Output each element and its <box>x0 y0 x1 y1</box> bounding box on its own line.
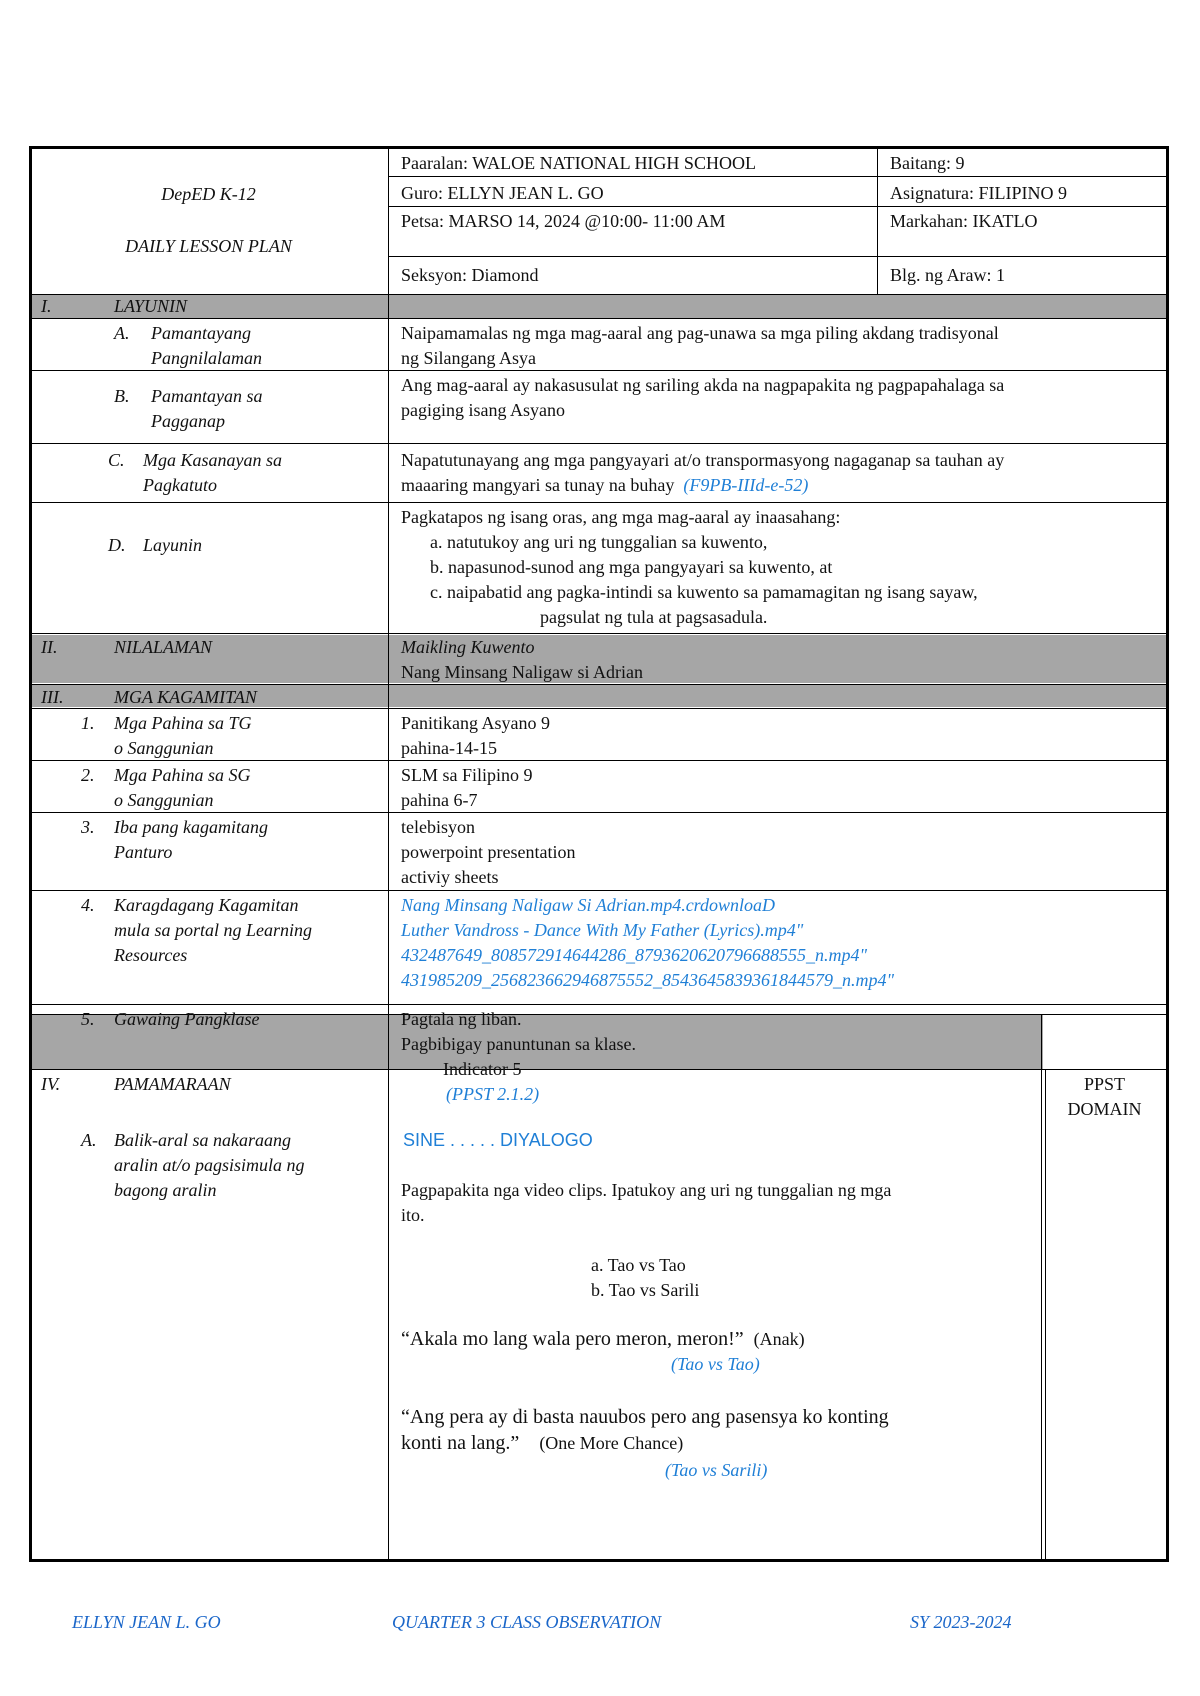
objectives-list: a. natutukoy ang uri ng tunggalian sa kuwento, b. napasunod-sunod ang mga pangyayari sa kuwento, at c. naipabatid ang pagka-intindi sa kuwento sa pamamagitan ng isang sayaw, <box>430 532 978 602</box>
item-label: Gawaing Pangklase <box>114 1009 260 1029</box>
section-title: MGA KAGAMITAN <box>114 687 257 707</box>
item-letter: C. <box>108 450 125 470</box>
item-num: 3. <box>81 817 95 837</box>
guro: Guro: ELLYN JEAN L. GO <box>401 183 604 203</box>
doc-title: DAILY LESSON PLAN <box>125 236 292 256</box>
araw: Blg. ng Araw: 1 <box>890 265 1005 285</box>
item-content: SLM sa Filipino 9 pahina 6-7 <box>401 765 533 810</box>
item-content: Ang mag-aaral ay nakasusulat ng sariling akda na nagpapakita ng pagpapahalaga sa pagiging isang Asyano <box>401 375 1005 420</box>
indicator: Indicator 5 <box>443 1059 522 1079</box>
item-content: Pagtala ng liban. Pagbibigay panuntunan sa klase. <box>401 1009 636 1054</box>
lesson-plan-page <box>29 146 1169 1562</box>
story-title: Nang Minsang Naligaw si Adrian <box>401 662 643 682</box>
item-label: Mga Pahina sa SG o Sanggunian <box>114 765 251 810</box>
item-num: 4. <box>81 895 95 915</box>
item-label: Pamantayang Pangnilalaman <box>151 323 262 368</box>
item-label: Iba pang kagamitang Panturo <box>114 817 268 862</box>
item-content: Napatutunayang ang mga pangyayari at/o transpormasyong nagaganap sa tauhan ay maaaring mangyari sa tunay na buhay (F9PB-IIId-e-52) <box>401 450 1005 495</box>
item-label: Balik-aral sa nakaraang aralin at/o pagsisimula ng bagong aralin <box>114 1130 305 1200</box>
ppst-domain-header: PPST DOMAIN <box>1067 1074 1142 1119</box>
section-num: II. <box>41 637 58 657</box>
item-letter: D. <box>108 535 126 555</box>
footer-sy: SY 2023-2024 <box>910 1612 1012 1632</box>
section-num: III. <box>41 687 64 707</box>
item-label: Karagdagang Kagamitan mula sa portal ng Learning Resources <box>114 895 313 965</box>
item-content: Panitikang Asyano 9 pahina-14-15 <box>401 713 550 758</box>
ppst-code: (PPST 2.1.2) <box>446 1084 540 1104</box>
item-num: 1. <box>81 713 95 733</box>
section-num: IV. <box>41 1074 61 1094</box>
resource-link[interactable]: 432487649_808572914644286_8793620620796688555_n.mp4" <box>401 945 868 965</box>
quote-1-conflict: (Tao vs Tao) <box>671 1354 760 1374</box>
competency-code: (F9PB-IIId-e-52) <box>683 475 809 495</box>
section-title: PAMAMARAAN <box>114 1074 231 1094</box>
item-label: Mga Pahina sa TG o Sanggunian <box>114 713 252 758</box>
item-label: Mga Kasanayan sa Pagkatuto <box>143 450 282 495</box>
resource-link[interactable]: Luther Vandross - Dance With My Father (Lyrics).mp4" <box>401 920 804 940</box>
item-letter: A. <box>81 1130 97 1150</box>
item-label: Layunin <box>143 535 203 555</box>
section-num: I. <box>41 296 52 316</box>
activity-title: SINE . . . . . DIYALOGO <box>403 1130 593 1150</box>
conflict-options: a. Tao vs Tao b. Tao vs Sarili <box>591 1255 700 1300</box>
quote-2: “Ang pera ay di basta nauubos pero ang pasensya ko konting konti na lang.” (One More Chance) <box>401 1406 889 1454</box>
item-content: telebisyon powerpoint presentation activiy sheets <box>401 817 576 887</box>
petsa: Petsa: MARSO 14, 2024 @10:00- 11:00 AM <box>401 211 726 231</box>
genre: Maikling Kuwento <box>401 637 535 657</box>
item-letter: B. <box>114 386 130 406</box>
section-title: NILALAMAN <box>114 637 213 657</box>
baitang: Baitang: 9 <box>890 153 965 173</box>
resource-link[interactable]: 431985209_256823662946875552_8543645839361844579_n.mp4" <box>401 970 895 990</box>
seksyon: Seksyon: Diamond <box>401 265 539 285</box>
activity-instruction: Pagpapakita nga video clips. Ipatukoy ang uri ng tunggalian ng mga ito. <box>401 1180 892 1225</box>
paaralan: Paaralan: WALOE NATIONAL HIGH SCHOOL <box>401 153 756 173</box>
item-letter: A. <box>114 323 130 343</box>
markahan: Markahan: IKATLO <box>890 211 1038 231</box>
item-label: Pamantayan sa Pagganap <box>151 386 263 431</box>
objectives-intro: Pagkatapos ng isang oras, ang mga mag-aaral ay inaasahang: <box>401 507 841 527</box>
resource-link[interactable]: Nang Minsang Naligaw Si Adrian.mp4.crdownloaD <box>401 895 776 915</box>
org-name: DepED K-12 <box>161 184 256 204</box>
footer-name: ELLYN JEAN L. GO <box>72 1612 221 1632</box>
item-content: Naipamamalas ng mga mag-aaral ang pag-unawa sa mga piling akdang tradisyonal ng Silangang Asya <box>401 323 999 368</box>
objectives-cont: pagsulat ng tula at pagsasadula. <box>540 607 768 627</box>
quote-2-conflict: (Tao vs Sarili) <box>665 1460 768 1480</box>
table-border <box>29 146 1169 1562</box>
item-num: 5. <box>81 1009 95 1029</box>
footer-observation: QUARTER 3 CLASS OBSERVATION <box>392 1612 662 1632</box>
quote-1: “Akala mo lang wala pero meron, meron!” (Anak) <box>401 1328 805 1350</box>
asignatura: Asignatura: FILIPINO 9 <box>890 183 1067 203</box>
item-num: 2. <box>81 765 95 785</box>
section-title: LAYUNIN <box>114 296 188 316</box>
